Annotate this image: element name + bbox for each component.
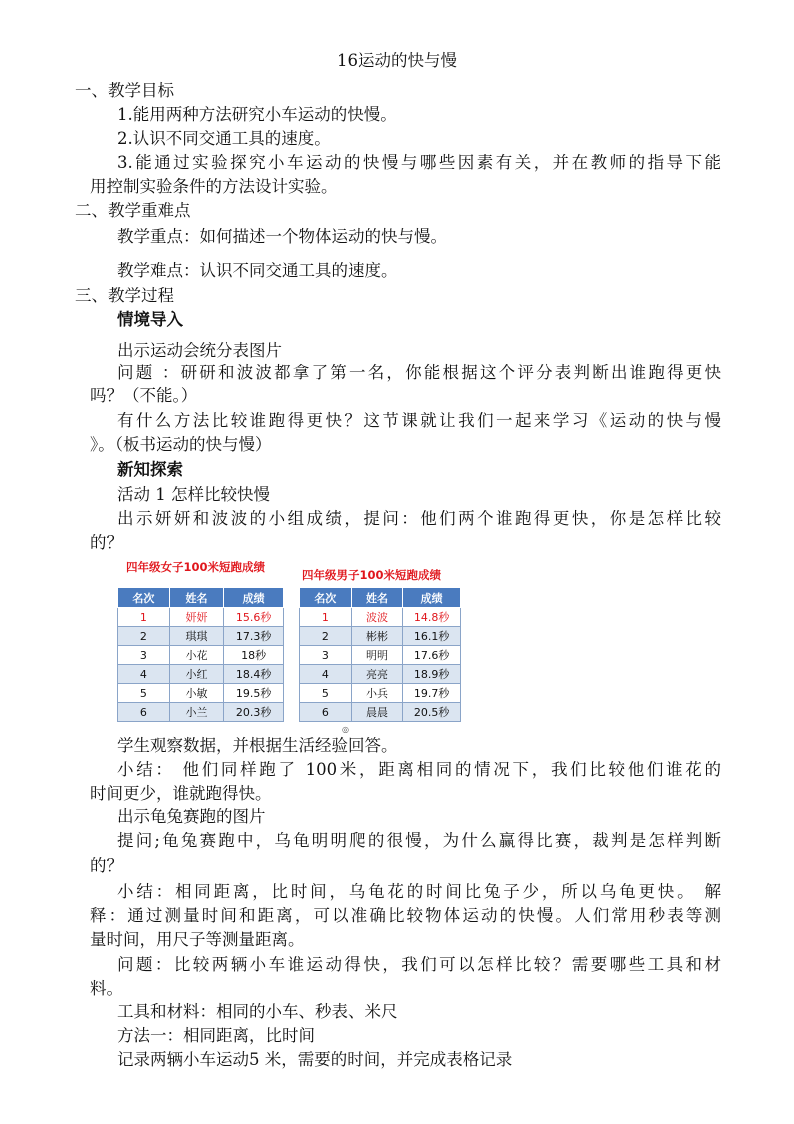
intro-p3-line-1: 有什么方法比较谁跑得更快？这节课就让我们一起来学习《运动的快与慢 [117,411,721,430]
time-cell: 14.8秒 [403,608,461,627]
page-title: 16运动的快与慢 [337,51,457,70]
table-row [118,608,284,627]
time-cell: 19.7秒 [403,684,461,703]
heading-intro: 情境导入 [117,310,183,329]
rank-cell: 3 [118,646,170,665]
question-2-line-2: 料。 [90,979,123,998]
rank-cell: 2 [300,627,352,646]
time-cell: 20.5秒 [403,703,461,722]
column-header: 成绩 [403,588,461,608]
time-cell: 20.3秒 [224,703,284,722]
time-cell: 18.9秒 [403,665,461,684]
rank-cell: 2 [118,627,170,646]
table-row [300,703,461,722]
time-cell: 16.1秒 [403,627,461,646]
table-row [300,646,461,665]
intro-p2-line-2: 吗？（不能。） [90,386,198,405]
intro-p3-line-2: 》。（板书运动的快与慢） [90,435,272,454]
time-cell: 19.5秒 [224,684,284,703]
time-cell: 17.6秒 [403,646,461,665]
name-cell: 小敏 [169,684,224,703]
goal-2: 2.认识不同交通工具的速度。 [117,129,331,148]
name-cell: 明明 [351,646,403,665]
table-row [118,684,284,703]
rank-cell: 5 [300,684,352,703]
name-cell: 妍妍 [169,608,224,627]
time-cell: 18秒 [224,646,284,665]
name-cell: 波波 [351,608,403,627]
column-header: 名次 [300,588,352,608]
table-row [118,703,284,722]
after-table-text: 学生观察数据，并根据生活经验回答。 [117,736,398,755]
intro-p2-line-1: 问题 ：研研和波波都拿了第一名，你能根据这个评分表判断出谁跑得更快 [117,363,721,382]
boys-score-table [299,587,461,722]
table-row [118,665,284,684]
table-row [300,627,461,646]
race-question-line-1: 提问;龟兔赛跑中，乌龟明明爬的很慢，为什么赢得比赛，裁判是怎样判断 [117,831,721,850]
column-header: 姓名 [169,588,224,608]
girls-score-table [117,587,284,722]
name-cell: 亮亮 [351,665,403,684]
column-header: 成绩 [224,588,284,608]
column-header: 名次 [118,588,170,608]
name-cell: 彬彬 [351,627,403,646]
name-cell: 小花 [169,646,224,665]
summary-2-line-2: 释：通过测量时间和距离，可以准确比较物体运动的快慢。人们常用秒表等测 [90,906,721,925]
table-row [300,665,461,684]
summary-2-line-1: 小结：相同距离，比时间，乌龟花的时间比兔子少，所以乌龟更快。 解 [117,882,721,901]
table-row [118,646,284,665]
rank-cell: 3 [300,646,352,665]
rank-cell: 4 [300,665,352,684]
record-instruction: 记录两辆小车运动5 米，需要的时间，并完成表格记录 [117,1050,513,1069]
table-row [300,684,461,703]
name-cell: 琪琪 [169,627,224,646]
column-header: 姓名 [351,588,403,608]
intro-p1: 出示运动会统分表图片 [117,341,282,360]
rank-cell: 1 [118,608,170,627]
heading-process: 三、教学过程 [75,286,174,305]
goal-3-line-1: 3.能通过实验探究小车运动的快慢与哪些因素有关，并在教师的指导下能 [117,153,721,172]
activity-1-question-line-2: 的？ [90,533,123,552]
method-1: 方法一：相同距离，比时间 [117,1026,315,1045]
goal-3-line-2: 用控制实验条件的方法设计实验。 [90,177,338,196]
activity-1-title: 活动 1 怎样比较快慢 [117,485,270,504]
heading-goals: 一、教学目标 [75,81,174,100]
rank-cell: 6 [300,703,352,722]
heading-explore: 新知探索 [117,460,183,479]
score-tables-figure [117,559,477,734]
rank-cell: 5 [118,684,170,703]
name-cell: 小兵 [351,684,403,703]
summary-1-line-2: 时间更少，谁就跑得快。 [90,784,272,803]
difficult-point: 教学难点：认识不同交通工具的速度。 [117,261,398,280]
summary-2-line-3: 量时间，用尺子等测量距离。 [90,930,305,949]
table-row [300,608,461,627]
race-picture-text: 出示龟兔赛跑的图片 [117,807,266,826]
time-cell: 18.4秒 [224,665,284,684]
rank-cell: 1 [300,608,352,627]
question-2-line-1: 问题：比较两辆小车谁运动得快，我们可以怎样比较？需要哪些工具和材 [117,955,721,974]
name-cell: 晨晨 [351,703,403,722]
name-cell: 小兰 [169,703,224,722]
image-mark: ◎ [342,725,349,734]
goal-1: 1.能用两种方法研究小车运动的快慢。 [117,105,397,124]
summary-1-line-1: 小结： 他们同样跑了 100米，距离相同的情况下，我们比较他们谁花的 [117,760,721,779]
time-cell: 15.6秒 [224,608,284,627]
boys-table-caption: 四年级男子100米短跑成绩 [302,568,442,582]
rank-cell: 4 [118,665,170,684]
tools-materials: 工具和材料：相同的小车、秒表、米尺 [117,1002,398,1021]
activity-1-question-line-1: 出示妍妍和波波的小组成绩，提问：他们两个谁跑得更快，你是怎样比较 [117,509,721,528]
rank-cell: 6 [118,703,170,722]
time-cell: 17.3秒 [224,627,284,646]
race-question-line-2: 的？ [90,856,123,875]
name-cell: 小红 [169,665,224,684]
girls-table-caption: 四年级女子100米短跑成绩 [126,560,266,574]
key-point: 教学重点：如何描述一个物体运动的快与慢。 [117,227,447,246]
heading-key-points: 二、教学重难点 [75,201,191,220]
table-row [118,627,284,646]
